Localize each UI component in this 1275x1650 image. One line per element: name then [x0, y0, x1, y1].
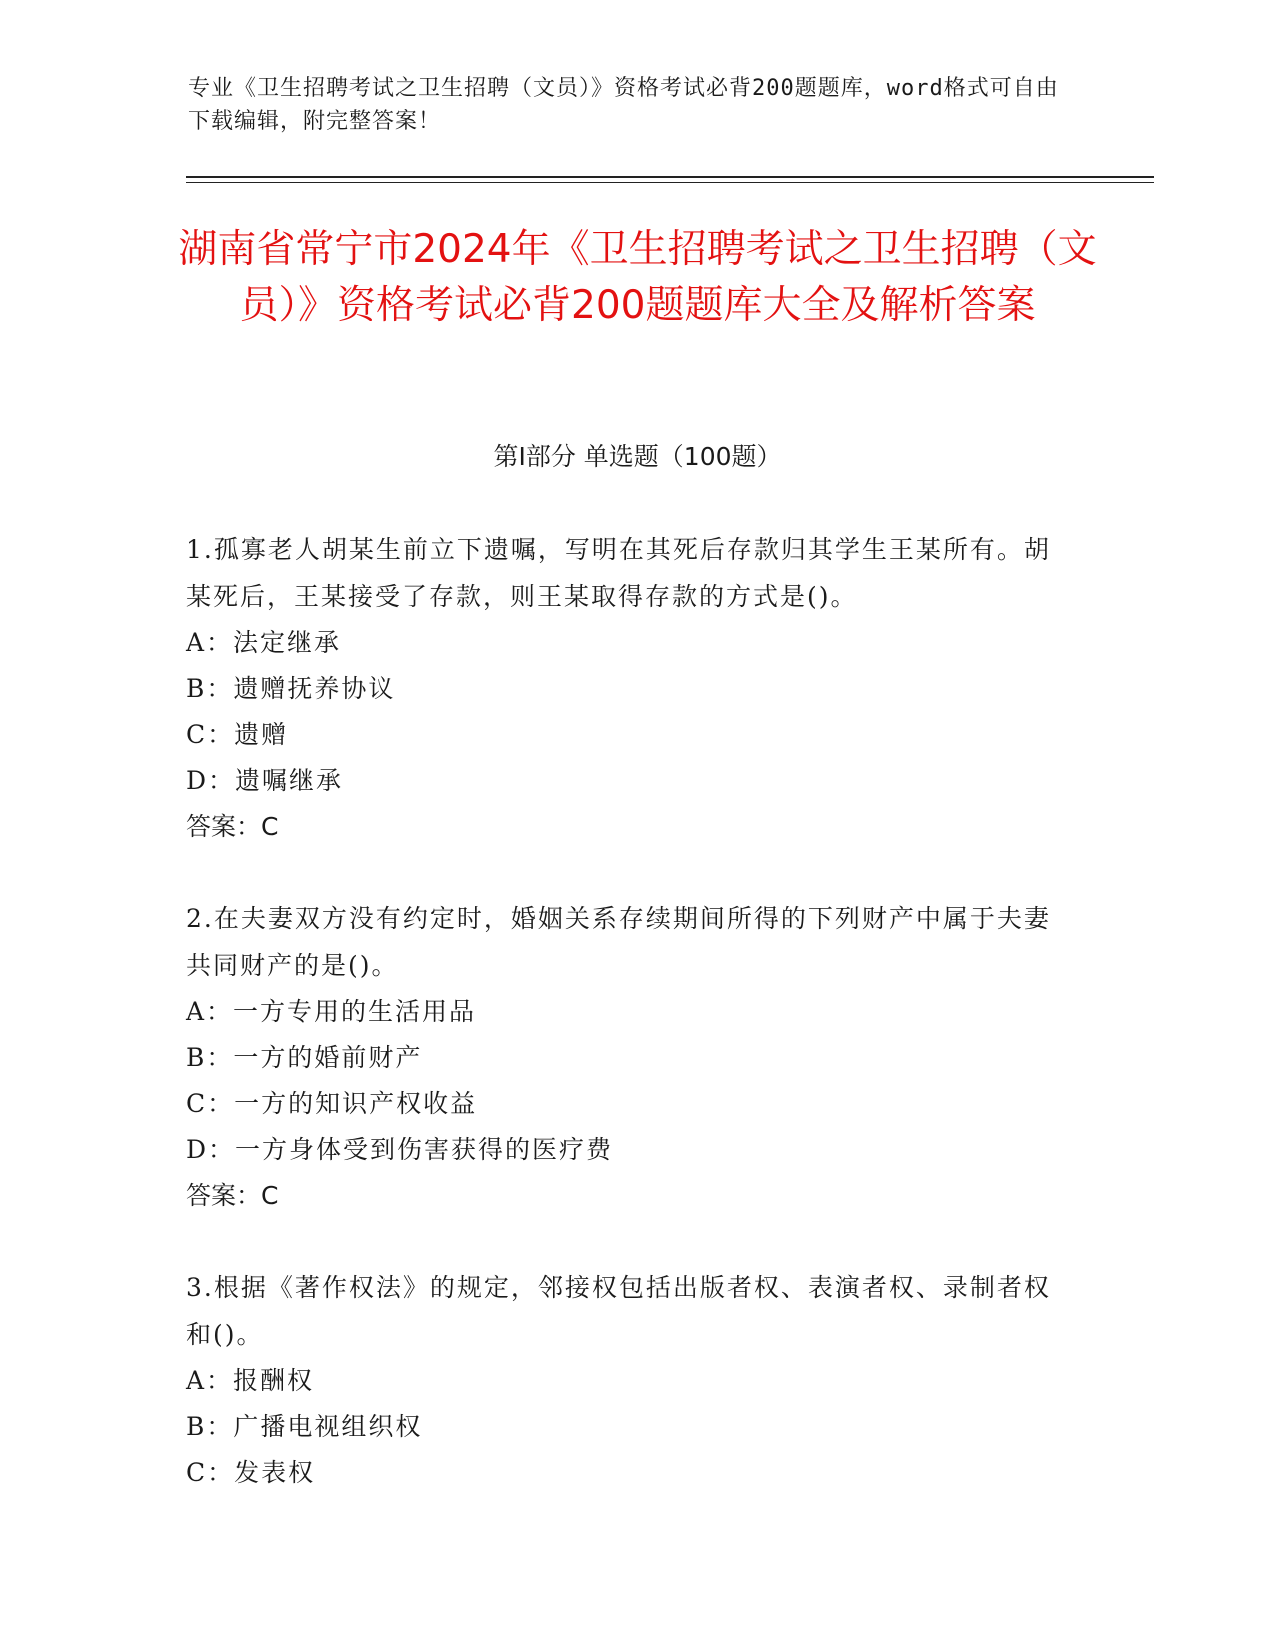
question-1 — [186, 526, 1066, 850]
question-stem: 2.在夫妻双方没有约定时，婚姻关系存续期间所得的下列财产中属于夫妻共同财产的是()。 — [186, 904, 1051, 980]
question-stem: 1.孤寡老人胡某生前立下遗嘱，写明在其死后存款归其学生王某所有。胡某死后，王某接受了存款，则王某取得存款的方式是()。 — [186, 535, 1051, 611]
answer-line: 答案：C — [186, 1181, 279, 1210]
option-b: B：遗赠抚养协议 — [186, 674, 396, 703]
header-divider-thin — [186, 182, 1154, 183]
option-c: C：发表权 — [186, 1458, 316, 1487]
question-2 — [186, 895, 1066, 1219]
option-a: A：法定继承 — [186, 628, 342, 657]
document-title: 湖南省常宁市2024年《卫生招聘考试之卫生招聘（文员）》资格考试必背200题题库大全及解析答案 — [178, 227, 1097, 328]
question-3 — [186, 1264, 1066, 1496]
option-d: D：遗嘱继承 — [186, 766, 344, 795]
option-c: C：一方的知识产权收益 — [186, 1089, 478, 1118]
question-list — [186, 526, 1066, 1541]
option-d: D：一方身体受到伤害获得的医疗费 — [186, 1135, 614, 1164]
section-title: 第I部分 单选题（100题） — [493, 442, 782, 471]
header-divider-thick — [186, 176, 1154, 178]
question-stem: 3.根据《著作权法》的规定，邻接权包括出版者权、表演者权、录制者权和()。 — [186, 1273, 1051, 1349]
option-b: B：广播电视组织权 — [186, 1412, 423, 1441]
option-a: A：一方专用的生活用品 — [186, 997, 477, 1026]
answer-line: 答案：C — [186, 812, 279, 841]
option-a: A：报酬权 — [186, 1366, 315, 1395]
header-note: 专业《卫生招聘考试之卫生招聘（文员）》资格考试必背200题题库，word格式可自由下载编辑，附完整答案！ — [188, 76, 1059, 134]
option-c: C：遗赠 — [186, 720, 289, 749]
option-b: B：一方的婚前财产 — [186, 1043, 423, 1072]
